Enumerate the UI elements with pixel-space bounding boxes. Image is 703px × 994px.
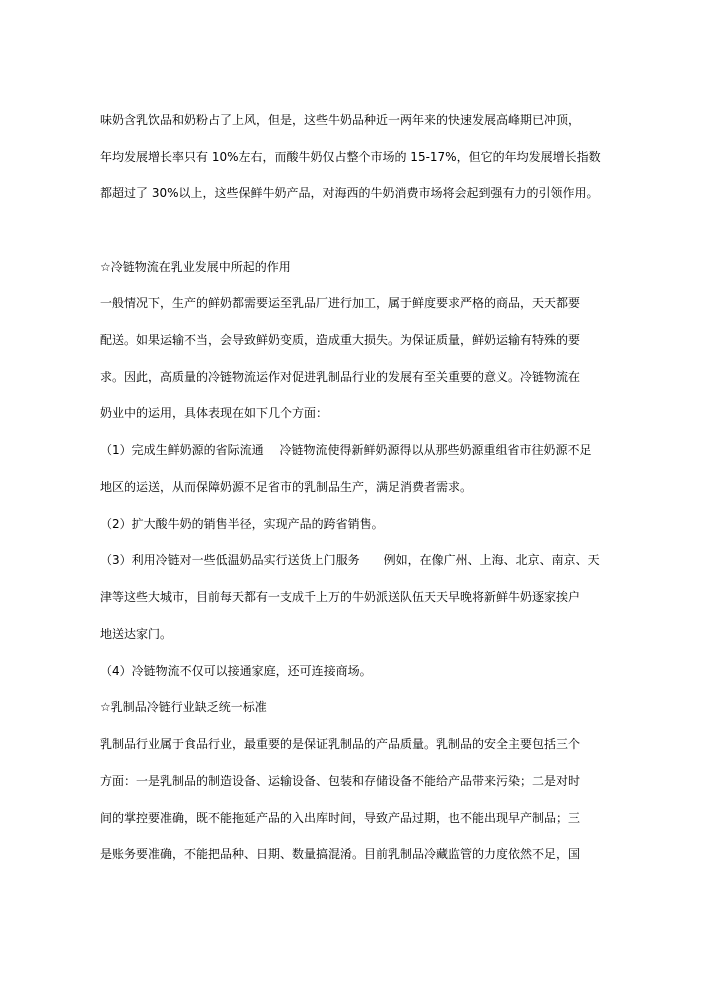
paragraph-line: 乳制品行业属于食品行业，最重要的是保证乳制品的产品质量。乳制品的安全主要包括三个 [100, 737, 581, 751]
paragraph-line: 方面：一是乳制品的制造设备、运输设备、包装和存储设备不能给产品带来污染；二是对时 [100, 774, 581, 788]
paragraph-line: 间的掌控要准确，既不能拖延产品的入出库时间，导致产品过期，也不能出现早产制品；三 [100, 811, 581, 825]
paragraph-line: 津等这些大城市，目前每天都有一支成千上万的牛奶派送队伍天天早晚将新鲜牛奶逐家挨户 [100, 590, 581, 604]
list-item: （4）冷链物流不仅可以接通家庭，还可连接商场。 [100, 664, 372, 678]
list-item: （2）扩大酸牛奶的销售半径，实现产品的跨省销售。 [100, 517, 384, 531]
paragraph-line: 都超过了 30%以上，这些保鲜牛奶产品，对海西的牛奶消费市场将会起到强有力的引领作用。 [100, 186, 599, 200]
paragraph-line: 是账务要准确，不能把品种、日期、数量搞混淆。目前乳制品冷藏监管的力度依然不足，国 [100, 847, 581, 861]
paragraph-line: 地区的运送，从而保障奶源不足省市的乳制品生产，满足消费者需求。 [100, 480, 473, 494]
paragraph-line: 味奶含乳饮品和奶粉占了上风，但是，这些牛奶品种近一两年来的快速发展高峰期已冲顶， [100, 113, 581, 127]
paragraph-line: 地送达家门。 [100, 627, 173, 641]
list-item: （3）利用冷链对一些低温奶品实行送货上门服务 例如，在像广州、上海、北京、南京、天 [100, 553, 600, 567]
list-item: （1）完成生鲜奶源的省际流通 冷链物流使得新鲜奶源得以从那些奶源重组省市往奶源不足 [100, 443, 592, 457]
paragraph-line: 年均发展增长率只有 10%左右，而酸牛奶仅占整个市场的 15-17%，但它的年均发展增长指数 [100, 150, 601, 164]
section-heading: ☆冷链物流在乳业发展中所起的作用 [100, 260, 291, 274]
paragraph-line: 配送。如果运输不当，会导致鲜奶变质，造成重大损失。为保证质量，鲜奶运输有特殊的要 [100, 333, 581, 347]
paragraph-line: 一般情况下，生产的鲜奶都需要运至乳品厂进行加工，属于鲜度要求严格的商品，天天都要 [100, 296, 581, 310]
paragraph-line: 求。因此，高质量的冷链物流运作对促进乳制品行业的发展有至关重要的意义。冷链物流在 [100, 370, 581, 384]
paragraph-line: 奶业中的运用，具体表现在如下几个方面： [100, 406, 329, 420]
section-heading: ☆乳制品冷链行业缺乏统一标准 [100, 700, 267, 714]
